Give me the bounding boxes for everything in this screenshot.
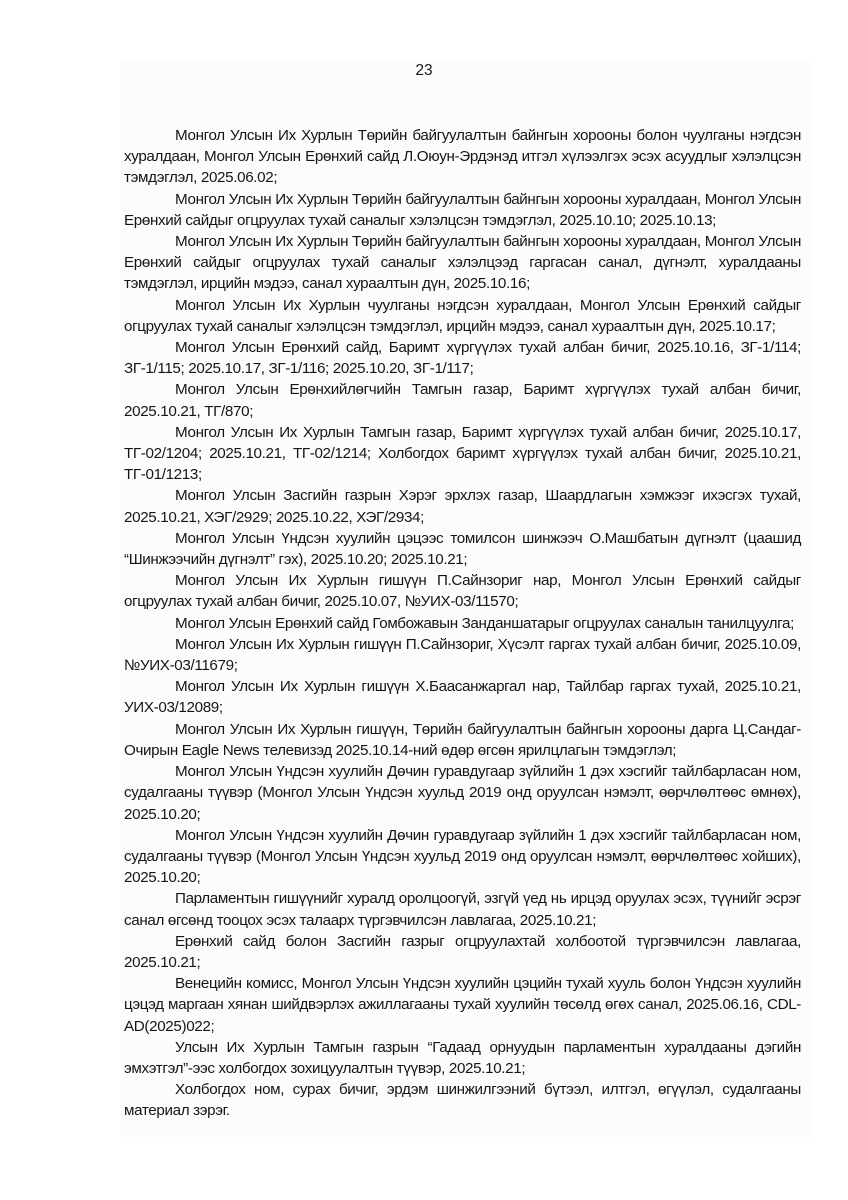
reference-paragraph: Монгол Улсын Их Хурлын гишүүн Х.Баасанжаргал нар, Тайлбар гаргах тухай, 2025.10.21, УИХ-03/12089; <box>124 678 801 717</box>
reference-paragraph: Монгол Улсын Их Хурлын чуулганы нэгдсэн хуралдаан, Монгол Улсын Ерөнхий сайдыг огцруулах тухай саналыг хэлэлцсэн тэмдэглэл, ирцийн мэдээ, санал хураалтын дүн, 2025.10.17; <box>124 296 801 335</box>
reference-paragraph: Монгол Улсын Их Хурлын Төрийн байгуулалтын байнгын хорооны хуралдаан, Монгол Улсын Ерөнхий сайдыг огцруулах тухай саналыг хэлэлцээд гаргасан санал, дүгнэлт, хуралдааны тэмдэглэл, ирцийн мэдээ, санал хураалтын дүн, 2025.10.16; <box>124 233 801 293</box>
reference-paragraph: Монгол Улсын Их Хурлын Төрийн байгуулалтын байнгын хорооны хуралдаан, Монгол Улсын Ерөнхий сайдыг огцруулах тухай саналыг хэлэлцсэн тэмдэглэл, 2025.10.10; 2025.10.13; <box>124 190 801 229</box>
reference-paragraph: Монгол Улсын Их Хурлын гишүүн П.Сайнзориг нар, Монгол Улсын Ерөнхий сайдыг огцруулах тухай албан бичиг, 2025.10.07, №УИХ-03/11570; <box>124 572 801 611</box>
reference-paragraph: Ерөнхий сайд болон Засгийн газрыг огцруулахтай холбоотой түргэвчилсэн лавлагаа, 2025.10.21; <box>124 932 801 971</box>
reference-paragraph: Монгол Улсын Үндсэн хуулийн цэцээс томилсон шинжээч О.Машбатын дүгнэлт (цаашид “Шинжээчийн дүгнэлт” гэх), 2025.10.20; 2025.10.21; <box>124 529 801 569</box>
reference-paragraph: Монгол Улсын Үндсэн хуулийн Дөчин гуравдугаар зүйлийн 1 дэх хэсгийг тайлбарласан ном, судалгааны түүвэр (Монгол Улсын Үндсэн хуульд 2019 онд оруулсан нэмэлт, өөрчлөлтөөс хойших), 2025.10.20; <box>124 826 801 887</box>
reference-paragraph: Монгол Улсын Их Хурлын гишүүн, Төрийн байгуулалтын байнгын хорооны дарга Ц.Сандаг-Очирын Eagle News телевизэд 2025.10.14-ний өдөр өгсөн ярилцлагын тэмдэглэл; <box>124 720 801 759</box>
reference-paragraph: Монгол Улсын Их Хурлын Тамгын газар, Баримт хүргүүлэх тухай албан бичиг, 2025.10.17, ТГ-02/1204; 2025.10.21, ТГ-02/1214; Холбогдох баримт хүргүүлэх тухай албан бичиг, 2025.10.21, ТГ-01/1213; <box>124 423 801 484</box>
reference-paragraph: Монгол Улсын Ерөнхийлөгчийн Тамгын газар, Баримт хүргүүлэх тухай албан бичиг, 2025.10.21, ТГ/870; <box>124 381 801 420</box>
reference-paragraph: Монгол Улсын Их Хурлын гишүүн П.Сайнзориг, Хүсэлт гаргах тухай албан бичиг, 2025.10.09, №УИХ-03/11679; <box>124 635 801 675</box>
document-body <box>124 125 801 1122</box>
reference-paragraph: Монгол Улсын Их Хурлын Төрийн байгуулалтын байнгын хорооны болон чуулганы нэгдсэн хуралдаан, Монгол Улсын Ерөнхий сайд Л.Оюун-Эрдэнэд итгэл хүлээлгэх эсэх асуудлыг хэлэлцсэн тэмдэглэл, 2025.06.02; <box>124 127 801 187</box>
reference-paragraph: Улсын Их Хурлын Тамгын газрын “Гадаад орнуудын парламентын хуралдааны дэгийн эмхэтгэл”-ээс холбогдох зохицуулалтын түүвэр, 2025.10.21; <box>124 1038 801 1077</box>
reference-paragraph: Венецийн комисс, Монгол Улсын Үндсэн хуулийн цэцийн тухай хууль болон Үндсэн хуулийн цэцэд маргаан хянан шийдвэрлэх ажиллагааны тухай хуулийн төсөлд өгөх санал, 2025.06.16, CDL-AD(2025)022; <box>124 975 801 1035</box>
reference-paragraph: Монгол Улсын Ерөнхий сайд Гомбожавын Занданшатарыг огцруулах саналын танилцуулга; <box>175 614 795 632</box>
page-number: 23 <box>415 62 433 79</box>
reference-paragraph: Монгол Улсын Үндсэн хуулийн Дөчин гуравдугаар зүйлийн 1 дэх хэсгийг тайлбарласан ном, судалгааны түүвэр (Монгол Улсын Үндсэн хуульд 2019 онд оруулсан нэмэлт, өөрчлөлтөөс өмнөх), 2025.10.20; <box>124 763 801 823</box>
reference-paragraph: Монгол Улсын Засгийн газрын Хэрэг эрхлэх газар, Шаардлагын хэмжээг ихэсгэх тухай, 2025.10.21, ХЭГ/2929; 2025.10.22, ХЭГ/2934; <box>124 487 801 526</box>
reference-paragraph: Холбогдох ном, сурах бичиг, эрдэм шинжилгээний бүтээл, илтгэл, өгүүлэл, судалгааны материал зэрэг. <box>124 1081 801 1120</box>
reference-paragraph: Парламентын гишүүнийг хуралд оролцоогүй, эзгүй үед нь ирцэд оруулах эсэх, түүнийг эсрэг санал өгсөнд тооцох эсэх талаарх түргэвчилсэн лавлагаа, 2025.10.21; <box>124 890 801 929</box>
reference-paragraph: Монгол Улсын Ерөнхий сайд, Баримт хүргүүлэх тухай албан бичиг, 2025.10.16, ЗГ-1/114; ЗГ-1/115; 2025.10.17, ЗГ-1/116; 2025.10.20, ЗГ-1/117; <box>124 339 801 378</box>
